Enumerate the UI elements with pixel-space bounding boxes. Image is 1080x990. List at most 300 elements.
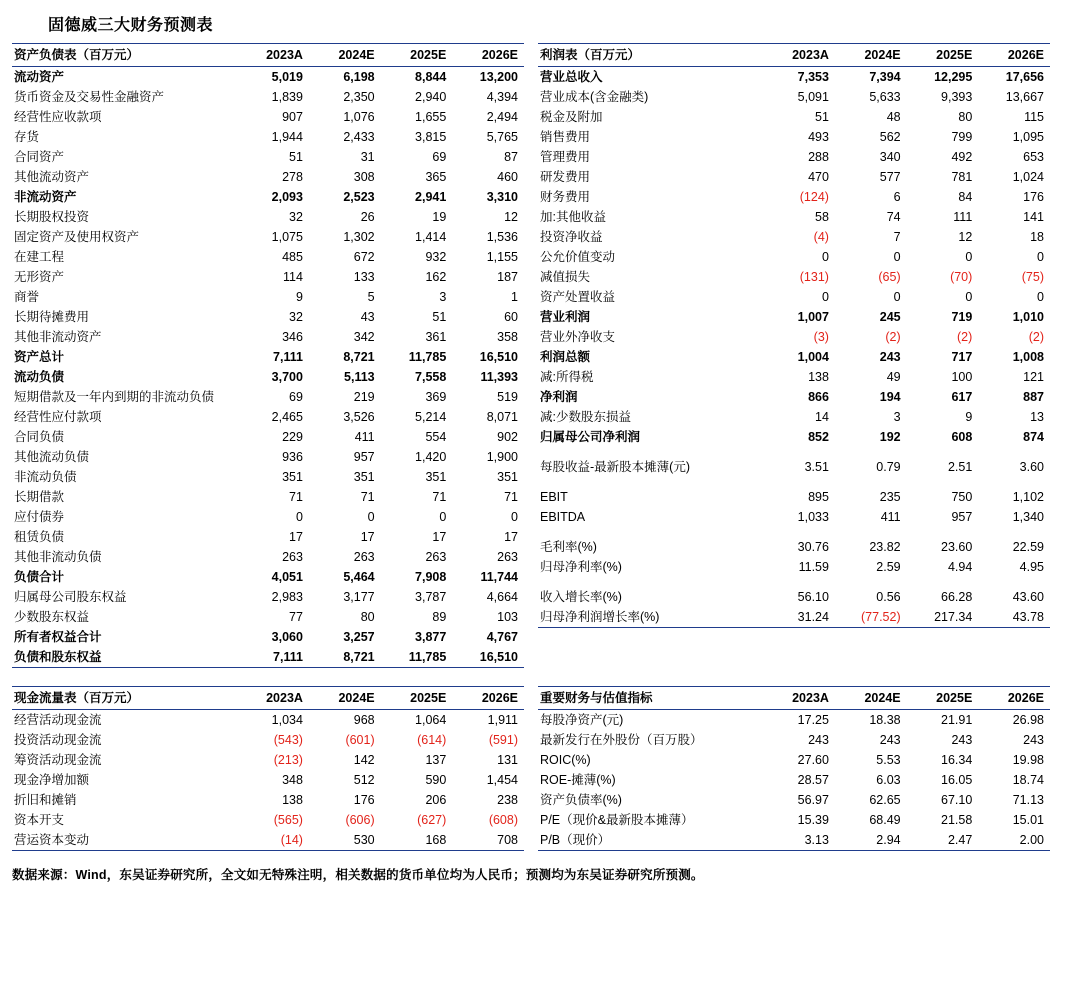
- cell-value: (14): [237, 830, 309, 851]
- cell-value: 0: [893, 250, 901, 264]
- cell-value: 23.82: [869, 540, 901, 554]
- table-row: [12, 790, 524, 810]
- table-row: [538, 267, 1050, 287]
- cell-value: 874: [1023, 430, 1044, 444]
- table-row: [538, 770, 1050, 790]
- cell-value: 562: [879, 130, 901, 144]
- cell-value: 887: [1023, 390, 1044, 404]
- column-header-2023a: 2023A: [237, 687, 309, 710]
- cell-value: 0: [367, 510, 375, 524]
- cell-value: 0: [965, 290, 973, 304]
- row-label: 减:少数股东损益: [540, 410, 631, 424]
- table-row: [12, 587, 524, 607]
- table-row: [12, 167, 524, 187]
- cell-value: 56.97: [797, 793, 829, 807]
- cell-value: [835, 527, 907, 537]
- cell-value: 3,700: [271, 370, 303, 384]
- cell-value: 2.94: [835, 830, 907, 851]
- row-label: P/B（现价）: [538, 830, 763, 851]
- cell-value: (65): [878, 270, 901, 284]
- cell-value: 1,007: [797, 310, 829, 324]
- table-row: [538, 750, 1050, 770]
- cell-value: 7,394: [869, 70, 901, 84]
- cell-value: 617: [951, 390, 973, 404]
- cell-value: [763, 447, 835, 457]
- cell-value: 17: [432, 530, 447, 544]
- bottom-tables-row: [12, 686, 1068, 851]
- cell-value: 11,785: [381, 647, 453, 668]
- row-label: 管理费用: [540, 150, 591, 164]
- table-header-row: [538, 44, 1050, 67]
- row-label: 租赁负债: [14, 530, 65, 544]
- cell-value: 3,257: [343, 630, 375, 644]
- cell-value: 1,414: [415, 230, 447, 244]
- cell-value: 0: [965, 250, 973, 264]
- row-label: 研发费用: [540, 170, 591, 184]
- cell-value: 243: [879, 733, 901, 747]
- cell-value: 6,198: [343, 70, 375, 84]
- cell-value: 968: [353, 713, 375, 727]
- table-row: [12, 87, 524, 107]
- cell-value: [907, 447, 979, 457]
- cell-value: (591): [488, 733, 518, 747]
- row-label: EBITDA: [540, 510, 586, 524]
- cell-value: 18.38: [869, 713, 901, 727]
- table-row: [538, 557, 1050, 577]
- table-row: [538, 347, 1050, 367]
- table-row: [538, 487, 1050, 507]
- cell-value: 3: [893, 410, 901, 424]
- row-label: P/E（现价&最新股本摊薄）: [540, 813, 694, 827]
- cell-value: (2): [1028, 330, 1044, 344]
- cell-value: 1,944: [271, 130, 303, 144]
- cell-value: 2,093: [271, 190, 303, 204]
- cell-value: 4,767: [486, 630, 518, 644]
- table-row: [538, 307, 1050, 327]
- cell-value: 1,155: [486, 250, 518, 264]
- cell-value: 0: [822, 250, 829, 264]
- cell-value: 2.51: [947, 460, 973, 474]
- row-label: 固定资产及使用权资产: [14, 230, 140, 244]
- table-row: [538, 67, 1050, 88]
- column-header-2025e: 2025E: [907, 44, 979, 67]
- table-row: [538, 447, 1050, 457]
- cell-value: 554: [425, 430, 447, 444]
- table-row: [12, 107, 524, 127]
- source-note: 数据来源：Wind，东吴证券研究所，全文如无特殊注明，相关数据的货币单位均为人民币；预测均为东吴证券研究所预测。: [12, 868, 704, 882]
- table-row: [538, 587, 1050, 607]
- cell-value: 519: [497, 390, 518, 404]
- cell-value: 138: [282, 793, 303, 807]
- cell-value: 4,051: [271, 570, 303, 584]
- table-row: [538, 477, 1050, 487]
- cell-value: 176: [1023, 190, 1044, 204]
- cell-value: 717: [951, 350, 973, 364]
- cell-value: 8,844: [415, 70, 447, 84]
- cell-value: 530: [309, 830, 381, 851]
- cell-value: 60: [504, 310, 518, 324]
- cell-value: 3,787: [415, 590, 447, 604]
- cell-value: 121: [1023, 370, 1044, 384]
- cell-value: 5.53: [876, 753, 901, 767]
- row-label: 每股收益-最新股本摊薄(元): [540, 460, 690, 474]
- cell-value: 5,214: [415, 410, 447, 424]
- column-header-2023a: 2023A: [763, 687, 835, 710]
- table-row: [538, 790, 1050, 810]
- cell-value: 2,940: [415, 90, 447, 104]
- column-header-2024e: 2024E: [835, 687, 907, 710]
- cell-value: (131): [799, 270, 829, 284]
- row-label: 折旧和摊销: [14, 793, 77, 807]
- cell-value: 12: [958, 230, 973, 244]
- balance-sheet-table: [12, 43, 524, 668]
- column-header-label: 重要财务与估值指标: [538, 687, 763, 710]
- cell-value: 263: [497, 550, 518, 564]
- table-row: [538, 577, 1050, 587]
- cell-value: 21.58: [941, 813, 973, 827]
- cell-value: 1,095: [1012, 130, 1044, 144]
- cell-value: 176: [353, 793, 375, 807]
- cell-value: 1,008: [1012, 350, 1044, 364]
- cell-value: 1,102: [1012, 490, 1044, 504]
- cell-value: 11,785: [408, 350, 447, 364]
- cell-value: 3.13: [763, 830, 835, 851]
- cell-value: 0.79: [876, 460, 901, 474]
- cell-value: 0: [296, 510, 303, 524]
- row-label: 所有者权益合计: [14, 630, 102, 644]
- cell-value: 22.59: [1012, 540, 1044, 554]
- cell-value: 71: [289, 490, 303, 504]
- cell-value: 243: [951, 733, 973, 747]
- table-row: [12, 750, 524, 770]
- cell-value: 351: [425, 470, 447, 484]
- row-label: 流动资产: [14, 70, 65, 84]
- cell-value: 9: [965, 410, 973, 424]
- cell-value: 512: [353, 773, 375, 787]
- cell-value: 411: [354, 430, 375, 444]
- table-row: [538, 407, 1050, 427]
- balance-sheet-body: [12, 67, 524, 668]
- table-row: [12, 627, 524, 647]
- cell-value: 28.57: [797, 773, 829, 787]
- cell-value: 192: [879, 430, 901, 444]
- cell-value: 217.34: [907, 607, 979, 628]
- cell-value: 16.05: [941, 773, 973, 787]
- table-row: [12, 347, 524, 367]
- column-header-2026e: 2026E: [452, 44, 524, 67]
- cell-value: 278: [282, 170, 303, 184]
- cell-value: 49: [886, 370, 901, 384]
- cell-value: 358: [497, 330, 518, 344]
- cell-value: 68.49: [869, 813, 901, 827]
- cell-value: [978, 577, 1050, 587]
- column-header-label: 利润表（百万元）: [538, 44, 763, 67]
- cell-value: 9,393: [941, 90, 973, 104]
- cell-value: 138: [808, 370, 829, 384]
- row-label: 减:所得税: [540, 370, 594, 384]
- table-row: [12, 487, 524, 507]
- cell-value: [763, 477, 835, 487]
- table-row: [12, 67, 524, 88]
- cell-value: 0: [439, 510, 447, 524]
- cell-value: 16,510: [479, 350, 518, 364]
- cell-value: 131: [497, 753, 518, 767]
- cell-value: 21.91: [941, 713, 973, 727]
- cell-value: 137: [425, 753, 447, 767]
- table-row: [12, 407, 524, 427]
- table-row: [12, 810, 524, 830]
- cell-value: 16.34: [941, 753, 973, 767]
- cash-flow-table: [12, 686, 524, 851]
- table-row: [12, 647, 524, 668]
- table-row: [12, 127, 524, 147]
- cell-value: 80: [360, 610, 375, 624]
- cell-value: 114: [283, 270, 303, 284]
- cell-value: 3.60: [1019, 460, 1044, 474]
- table-row: [12, 447, 524, 467]
- row-label: 毛利率(%): [540, 540, 597, 554]
- cell-value: 3,177: [343, 590, 375, 604]
- cell-value: 577: [879, 170, 901, 184]
- cell-value: 27.60: [797, 753, 829, 767]
- cell-value: 51: [289, 150, 303, 164]
- row-label: 净利润: [540, 390, 578, 404]
- cell-value: 351: [282, 470, 303, 484]
- cell-value: 5,091: [797, 90, 829, 104]
- cell-value: 71: [432, 490, 447, 504]
- table-row: [12, 770, 524, 790]
- cell-value: 932: [425, 250, 447, 264]
- cell-value: 4.95: [1019, 560, 1044, 574]
- cell-value: 708: [452, 830, 524, 851]
- row-label: 销售费用: [540, 130, 591, 144]
- cell-value: 3.51: [804, 460, 829, 474]
- cell-value: 1,033: [797, 510, 829, 524]
- column-header-2026e: 2026E: [978, 44, 1050, 67]
- table-row: [538, 830, 1050, 851]
- cell-value: 8,721: [309, 647, 381, 668]
- cell-value: 308: [353, 170, 375, 184]
- cell-value: 0: [822, 290, 829, 304]
- cell-value: 719: [951, 310, 973, 324]
- cell-value: 69: [432, 150, 447, 164]
- column-header-2025e: 2025E: [381, 687, 453, 710]
- cell-value: 351: [353, 470, 375, 484]
- table-row: [12, 227, 524, 247]
- cell-value: 5,019: [271, 70, 303, 84]
- cell-value: 87: [504, 150, 518, 164]
- cell-value: 492: [951, 150, 973, 164]
- column-header-2023a: 2023A: [237, 44, 309, 67]
- row-label: 归属母公司股东权益: [14, 590, 127, 604]
- table-row: [538, 527, 1050, 537]
- row-label: 最新发行在外股份（百万股）: [540, 733, 703, 747]
- cell-value: 1,302: [343, 230, 375, 244]
- cell-value: 7: [893, 230, 901, 244]
- cell-value: 1,004: [797, 350, 829, 364]
- cell-value: 6: [893, 190, 901, 204]
- cell-value: 3,526: [343, 410, 375, 424]
- row-label: 减值损失: [540, 270, 591, 284]
- cell-value: [763, 577, 835, 587]
- cell-value: 365: [425, 170, 447, 184]
- page-title: 固德威三大财务预测表: [48, 17, 214, 34]
- table-row: [12, 307, 524, 327]
- cell-value: (565): [273, 813, 303, 827]
- key-metrics-table: [538, 686, 1050, 851]
- table-row: [12, 147, 524, 167]
- row-label: 短期借款及一年内到期的非流动负债: [14, 390, 215, 404]
- cell-value: [835, 447, 907, 457]
- cell-value: 84: [958, 190, 973, 204]
- cell-value: 17: [504, 530, 518, 544]
- row-label: 每股净资产(元): [540, 713, 624, 727]
- cell-value: 1,034: [271, 713, 303, 727]
- cash-flow-body: [12, 710, 524, 851]
- row-label: 长期借款: [14, 490, 65, 504]
- cell-value: (213): [273, 753, 303, 767]
- cell-value: 1,075: [271, 230, 303, 244]
- table-header-row: [12, 44, 524, 67]
- row-label: EBIT: [540, 490, 568, 504]
- row-label: 经营活动现金流: [14, 713, 102, 727]
- cell-value: 100: [951, 370, 973, 384]
- table-row: [12, 267, 524, 287]
- row-label: 加:其他收益: [540, 210, 606, 224]
- cell-value: 1,076: [343, 110, 375, 124]
- cell-value: 653: [1023, 150, 1044, 164]
- cell-value: 5: [367, 290, 375, 304]
- cell-value: 4,664: [486, 590, 518, 604]
- cell-value: 2,983: [271, 590, 303, 604]
- cell-value: 103: [497, 610, 518, 624]
- cell-value: 2.59: [876, 560, 901, 574]
- row-label: 财务费用: [540, 190, 591, 204]
- cell-value: 348: [282, 773, 303, 787]
- cell-value: 0: [893, 290, 901, 304]
- column-header-2024e: 2024E: [835, 44, 907, 67]
- cell-value: [763, 527, 835, 537]
- cell-value: 51: [815, 110, 829, 124]
- key-metrics-body: [538, 710, 1050, 851]
- column-header-label: 资产负债表（百万元）: [12, 44, 237, 67]
- table-row: [12, 710, 524, 731]
- cell-value: 18: [1030, 230, 1044, 244]
- table-row: [538, 227, 1050, 247]
- row-label: 经营性应收款项: [14, 110, 102, 124]
- table-row: [12, 247, 524, 267]
- cell-value: 58: [815, 210, 829, 224]
- cell-value: 361: [425, 330, 447, 344]
- cell-value: 346: [282, 330, 303, 344]
- income-statement-table: [538, 43, 1050, 628]
- row-label: 其他流动资产: [14, 170, 90, 184]
- cell-value: (2): [885, 330, 901, 344]
- row-label: ROIC(%): [540, 753, 591, 767]
- cell-value: [907, 577, 979, 587]
- cell-value: 243: [808, 733, 829, 747]
- cell-value: 1,024: [1012, 170, 1044, 184]
- cell-value: 17.25: [797, 713, 829, 727]
- cell-value: 245: [879, 310, 901, 324]
- cell-value: 168: [381, 830, 453, 851]
- cell-value: 243: [1023, 733, 1044, 747]
- cell-value: 11,393: [480, 370, 518, 384]
- table-header-row: [538, 687, 1050, 710]
- row-label: 营运资本变动: [12, 830, 237, 851]
- cell-value: 206: [425, 793, 447, 807]
- cell-value: 263: [282, 550, 303, 564]
- table-row: [538, 247, 1050, 267]
- cell-value: 936: [282, 450, 303, 464]
- cell-value: 32: [289, 210, 303, 224]
- cell-value: 1,420: [415, 450, 447, 464]
- cell-value: 351: [497, 470, 518, 484]
- cell-value: 51: [432, 310, 447, 324]
- cell-value: 17,656: [1005, 70, 1044, 84]
- cell-value: [835, 477, 907, 487]
- cell-value: 342: [353, 330, 375, 344]
- cell-value: 89: [432, 610, 447, 624]
- row-label: 其他非流动资产: [14, 330, 102, 344]
- cell-value: 26.98: [1012, 713, 1044, 727]
- table-row: [12, 387, 524, 407]
- cell-value: 18.74: [1012, 773, 1044, 787]
- cell-value: 30.76: [797, 540, 829, 554]
- row-label: [538, 477, 763, 487]
- table-row: [538, 127, 1050, 147]
- cell-value: 672: [353, 250, 375, 264]
- table-row: [538, 457, 1050, 477]
- cell-value: 5,633: [869, 90, 901, 104]
- row-label: 负债和股东权益: [12, 647, 237, 668]
- table-row: [12, 527, 524, 547]
- row-label: 非流动资产: [14, 190, 77, 204]
- cell-value: 2,350: [343, 90, 375, 104]
- cell-value: 3,815: [415, 130, 447, 144]
- row-label: 流动负债: [14, 370, 65, 384]
- cell-value: 19: [432, 210, 447, 224]
- cell-value: 1,010: [1012, 310, 1044, 324]
- row-label: 现金净增加额: [14, 773, 90, 787]
- cell-value: 111: [953, 210, 973, 224]
- table-row: [12, 507, 524, 527]
- cell-value: 590: [425, 773, 447, 787]
- row-label: 税金及附加: [540, 110, 603, 124]
- cell-value: 56.10: [797, 590, 829, 604]
- row-label: [538, 527, 763, 537]
- row-label: 其他非流动负债: [14, 550, 102, 564]
- row-label: 收入增长率(%): [540, 590, 622, 604]
- row-label: 归母净利润增长率(%): [538, 607, 763, 628]
- income-statement-column: [538, 43, 1050, 668]
- row-label: 筹资活动现金流: [14, 753, 102, 767]
- cell-value: 2.47: [907, 830, 979, 851]
- cell-value: 74: [886, 210, 901, 224]
- row-label: 营业利润: [540, 310, 591, 324]
- table-row: [538, 147, 1050, 167]
- cell-value: 6.03: [876, 773, 901, 787]
- cell-value: (4): [813, 230, 829, 244]
- row-label: 存货: [14, 130, 40, 144]
- column-header-2025e: 2025E: [381, 44, 453, 67]
- cell-value: 7,111: [237, 647, 309, 668]
- row-label: 公允价值变动: [540, 250, 616, 264]
- cell-value: 5,464: [343, 570, 375, 584]
- cell-value: 71: [504, 490, 518, 504]
- cell-value: 3,877: [415, 630, 447, 644]
- row-label: 资产总计: [14, 350, 65, 364]
